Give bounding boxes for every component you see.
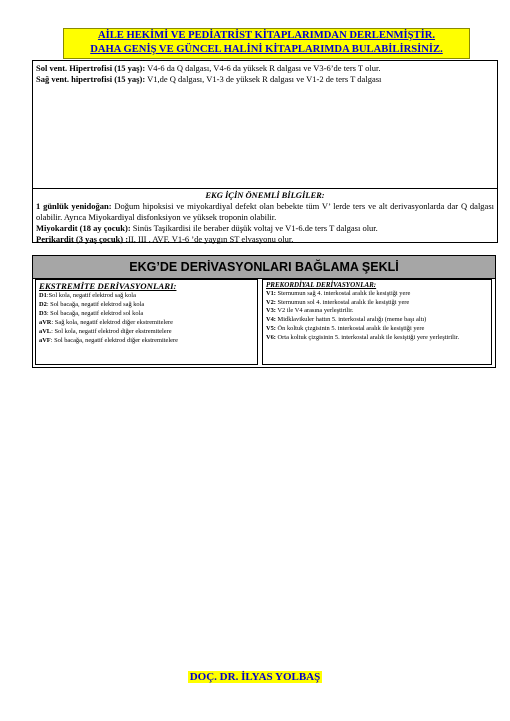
hypertrophy-right-text: V1,de Q dalgası, V1-3 de yüksek R dalgası ve V1-2 de ters T dalgası <box>145 74 382 84</box>
note-text: Doğum hipoksisi ve miyokardiyal defekt olan bebekte tüm V’ lerde ters ve alt derivasyonlarda dar Q dalgası olabilir. Ayrıca Miyokardiyal disfonksiyon ve yüksek troponin olabilir. <box>36 201 494 222</box>
limb-lead-line <box>39 318 254 327</box>
note-text: II, III , AVF, V1-6 ’de yaygın ST elvasyonu olur. <box>128 234 294 244</box>
lead-label: V4: <box>266 316 276 324</box>
banner-line-1: AİLE HEKİMİ VE PEDİATRİST KİTAPLARIMDAN DERLENMİŞTİR. <box>97 30 436 41</box>
hypertrophy-right-label: Sağ vent. hipertrofisi (15 yaş): <box>36 74 146 84</box>
lead-label: D2 <box>39 301 47 308</box>
precordial-lead-line <box>266 334 488 343</box>
lead-text: Midklavikuler hattın 5. interkostal aralığı (meme başı altı) <box>275 316 427 324</box>
note-pericarditis <box>36 234 494 245</box>
banner-line-2: DAHA GENİŞ VE GÜNCEL HALİNİ KİTAPLARIMDA BULABİLİRSİNİZ. <box>90 44 443 55</box>
limb-lead-line <box>39 336 254 345</box>
lead-text: Sternumun sol 4. interkostal aralık ile kesiştiği yere <box>275 298 410 306</box>
hypertrophy-left <box>36 63 494 74</box>
hypertrophy-right <box>36 74 494 85</box>
precordial-lead-line <box>266 299 488 308</box>
limb-lead-line <box>39 309 254 318</box>
lead-text: : Sol bacağa, negatif elektrod sol kola <box>46 310 144 317</box>
lead-text: Sternumun sağ 4. interkostal aralık ile kesiştiği yere <box>275 290 411 297</box>
lead-label: V6: <box>266 333 276 341</box>
limb-lead-line <box>39 291 254 300</box>
lead-label: V3: <box>266 307 276 315</box>
limb-lead-line <box>39 327 254 336</box>
precordial-lead-line <box>266 307 488 316</box>
lead-label: D1 <box>39 292 47 299</box>
precordial-leads-title: PREKORDİYAL DERİVASYONLAR: <box>266 281 377 289</box>
lead-text: :Sol kola, negatif elektrod sağ kola <box>46 292 136 299</box>
divider <box>33 188 497 189</box>
author-name: DOÇ. DR. İLYAS YOLBAŞ <box>189 671 321 683</box>
lead-text: : Sol kola, negatif elektrod diğer ekstremitelere <box>51 328 172 335</box>
lead-label: V1: <box>266 290 276 297</box>
lead-text: : Sol bacağa, negatif elektrod diğer ekstremitelere <box>50 337 178 344</box>
lead-text: : Sol bacağa, negatif elektrod sağ kola <box>46 301 145 308</box>
lead-label: aVL <box>39 328 52 335</box>
lead-label: aVR <box>39 319 52 326</box>
note-newborn <box>36 201 494 223</box>
note-label: 1 günlük yenidoğan: <box>36 201 112 211</box>
lead-text: Orta koltuk çizgisinin 5. interkostal aralık ile kesiştiği yere yerleştirilir. <box>275 333 460 341</box>
notes-title: EKG İÇİN ÖNEMLİ BİLGİLER: <box>205 190 325 200</box>
lead-label: V2: <box>266 298 276 306</box>
precordial-lead-line <box>266 325 488 334</box>
lead-text: V2 ile V4 arasına yerleştirilir. <box>275 307 354 315</box>
header-banner <box>63 28 470 59</box>
precordial-leads-panel <box>262 279 492 365</box>
lead-placement-section <box>32 255 496 368</box>
note-label: Perikardit (3 yaş çocuk) : <box>36 234 129 244</box>
limb-lead-line <box>39 300 254 309</box>
precordial-lead-line <box>266 290 488 299</box>
lead-text: : Sağ kola, negatif elektrod diğer ekstremitelere <box>51 319 173 326</box>
limb-leads-title: EKSTREMİTE DERİVASYONLARI: <box>39 281 177 291</box>
author-footer <box>0 671 510 683</box>
lead-label: V5: <box>266 324 276 332</box>
lead-label: aVF <box>39 337 51 344</box>
note-label: Miyokardit (18 ay çocuk): <box>36 223 131 233</box>
precordial-lead-line <box>266 316 488 325</box>
ekg-notes <box>36 190 494 245</box>
lead-label: D3 <box>39 310 47 317</box>
note-text: Sinüs Taşikardisi ile beraber düşük voltaj ve V1-6.de ters T dalgası olur. <box>130 223 378 233</box>
note-myocarditis <box>36 223 494 234</box>
hypertrophy-box <box>32 60 498 243</box>
hypertrophy-left-label: Sol vent. Hipertrofisi (15 yaş): <box>36 63 146 73</box>
lead-text: Ön koltuk çizgisinin 5. interkostal aralık ile kesiştiği yere <box>275 324 425 332</box>
limb-leads-panel <box>35 279 258 365</box>
section-title: EKG’DE DERİVASYONLARI BAĞLAMA ŞEKLİ <box>33 256 495 279</box>
hypertrophy-left-text: V4-6 da Q dalgası, V4-6 da yüksek R dalgası ve V3-6’de ters T olur. <box>145 63 381 73</box>
